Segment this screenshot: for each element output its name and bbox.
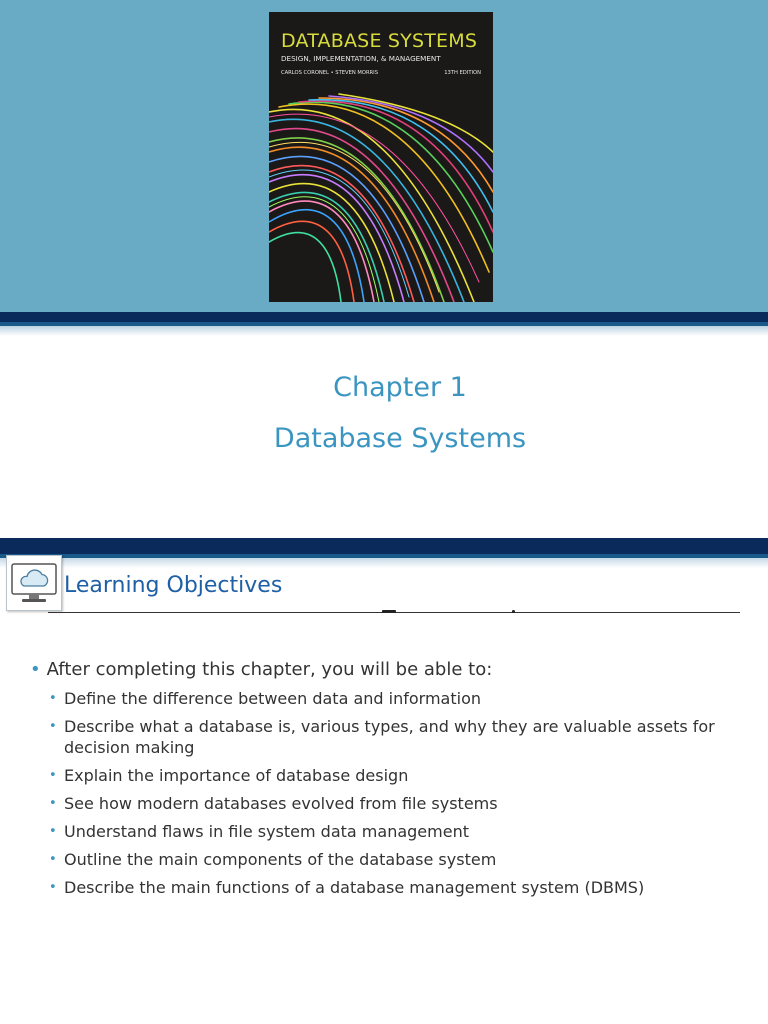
- header-shadow: [0, 558, 768, 568]
- book-cover: [269, 12, 493, 302]
- slide-heading: Learning Objectives: [64, 573, 283, 598]
- cloud-monitor-icon: [6, 555, 62, 611]
- objectives-list: [49, 688, 749, 905]
- list-item: • Describe the main functions of a database management system (DBMS): [49, 877, 749, 898]
- underline-accent-dot: [512, 610, 515, 613]
- list-item: • Outline the main components of the database system: [49, 849, 749, 870]
- lead-text: After completing this chapter, you will be able to:: [46, 659, 493, 680]
- list-item: • See how modern databases evolved from file systems: [49, 793, 749, 814]
- divider-shadow: [0, 326, 768, 336]
- underline-accent: [382, 610, 396, 613]
- navy-divider-band: [0, 312, 768, 322]
- chapter-subtitle: Database Systems: [273, 423, 527, 454]
- cover-subtitle: DESIGN, IMPLEMENTATION, & MANAGEMENT: [281, 54, 441, 63]
- list-item: • Understand flaws in file system data management: [49, 821, 749, 842]
- bullet-dot: •: [30, 659, 41, 680]
- list-item: • Describe what a database is, various types, and why they are valuable assets for decision making: [49, 716, 749, 758]
- navy-header-band: [0, 538, 768, 554]
- cloud-monitor-icon-graphic: [7, 556, 61, 610]
- cover-authors: CARLOS CORONEL • STEVEN MORRIS: [281, 70, 378, 76]
- chapter-number-title: Chapter 1: [333, 372, 467, 403]
- list-item: • Explain the importance of database design: [49, 765, 749, 786]
- cover-title: DATABASE SYSTEMS: [281, 30, 478, 52]
- lead-bullet: [30, 659, 492, 680]
- cover-art-colored-arcs: [269, 82, 493, 302]
- list-item: • Define the difference between data and information: [49, 688, 749, 709]
- cover-edition: 13TH EDITION: [444, 70, 481, 76]
- learning-objectives-slide: [0, 538, 768, 1024]
